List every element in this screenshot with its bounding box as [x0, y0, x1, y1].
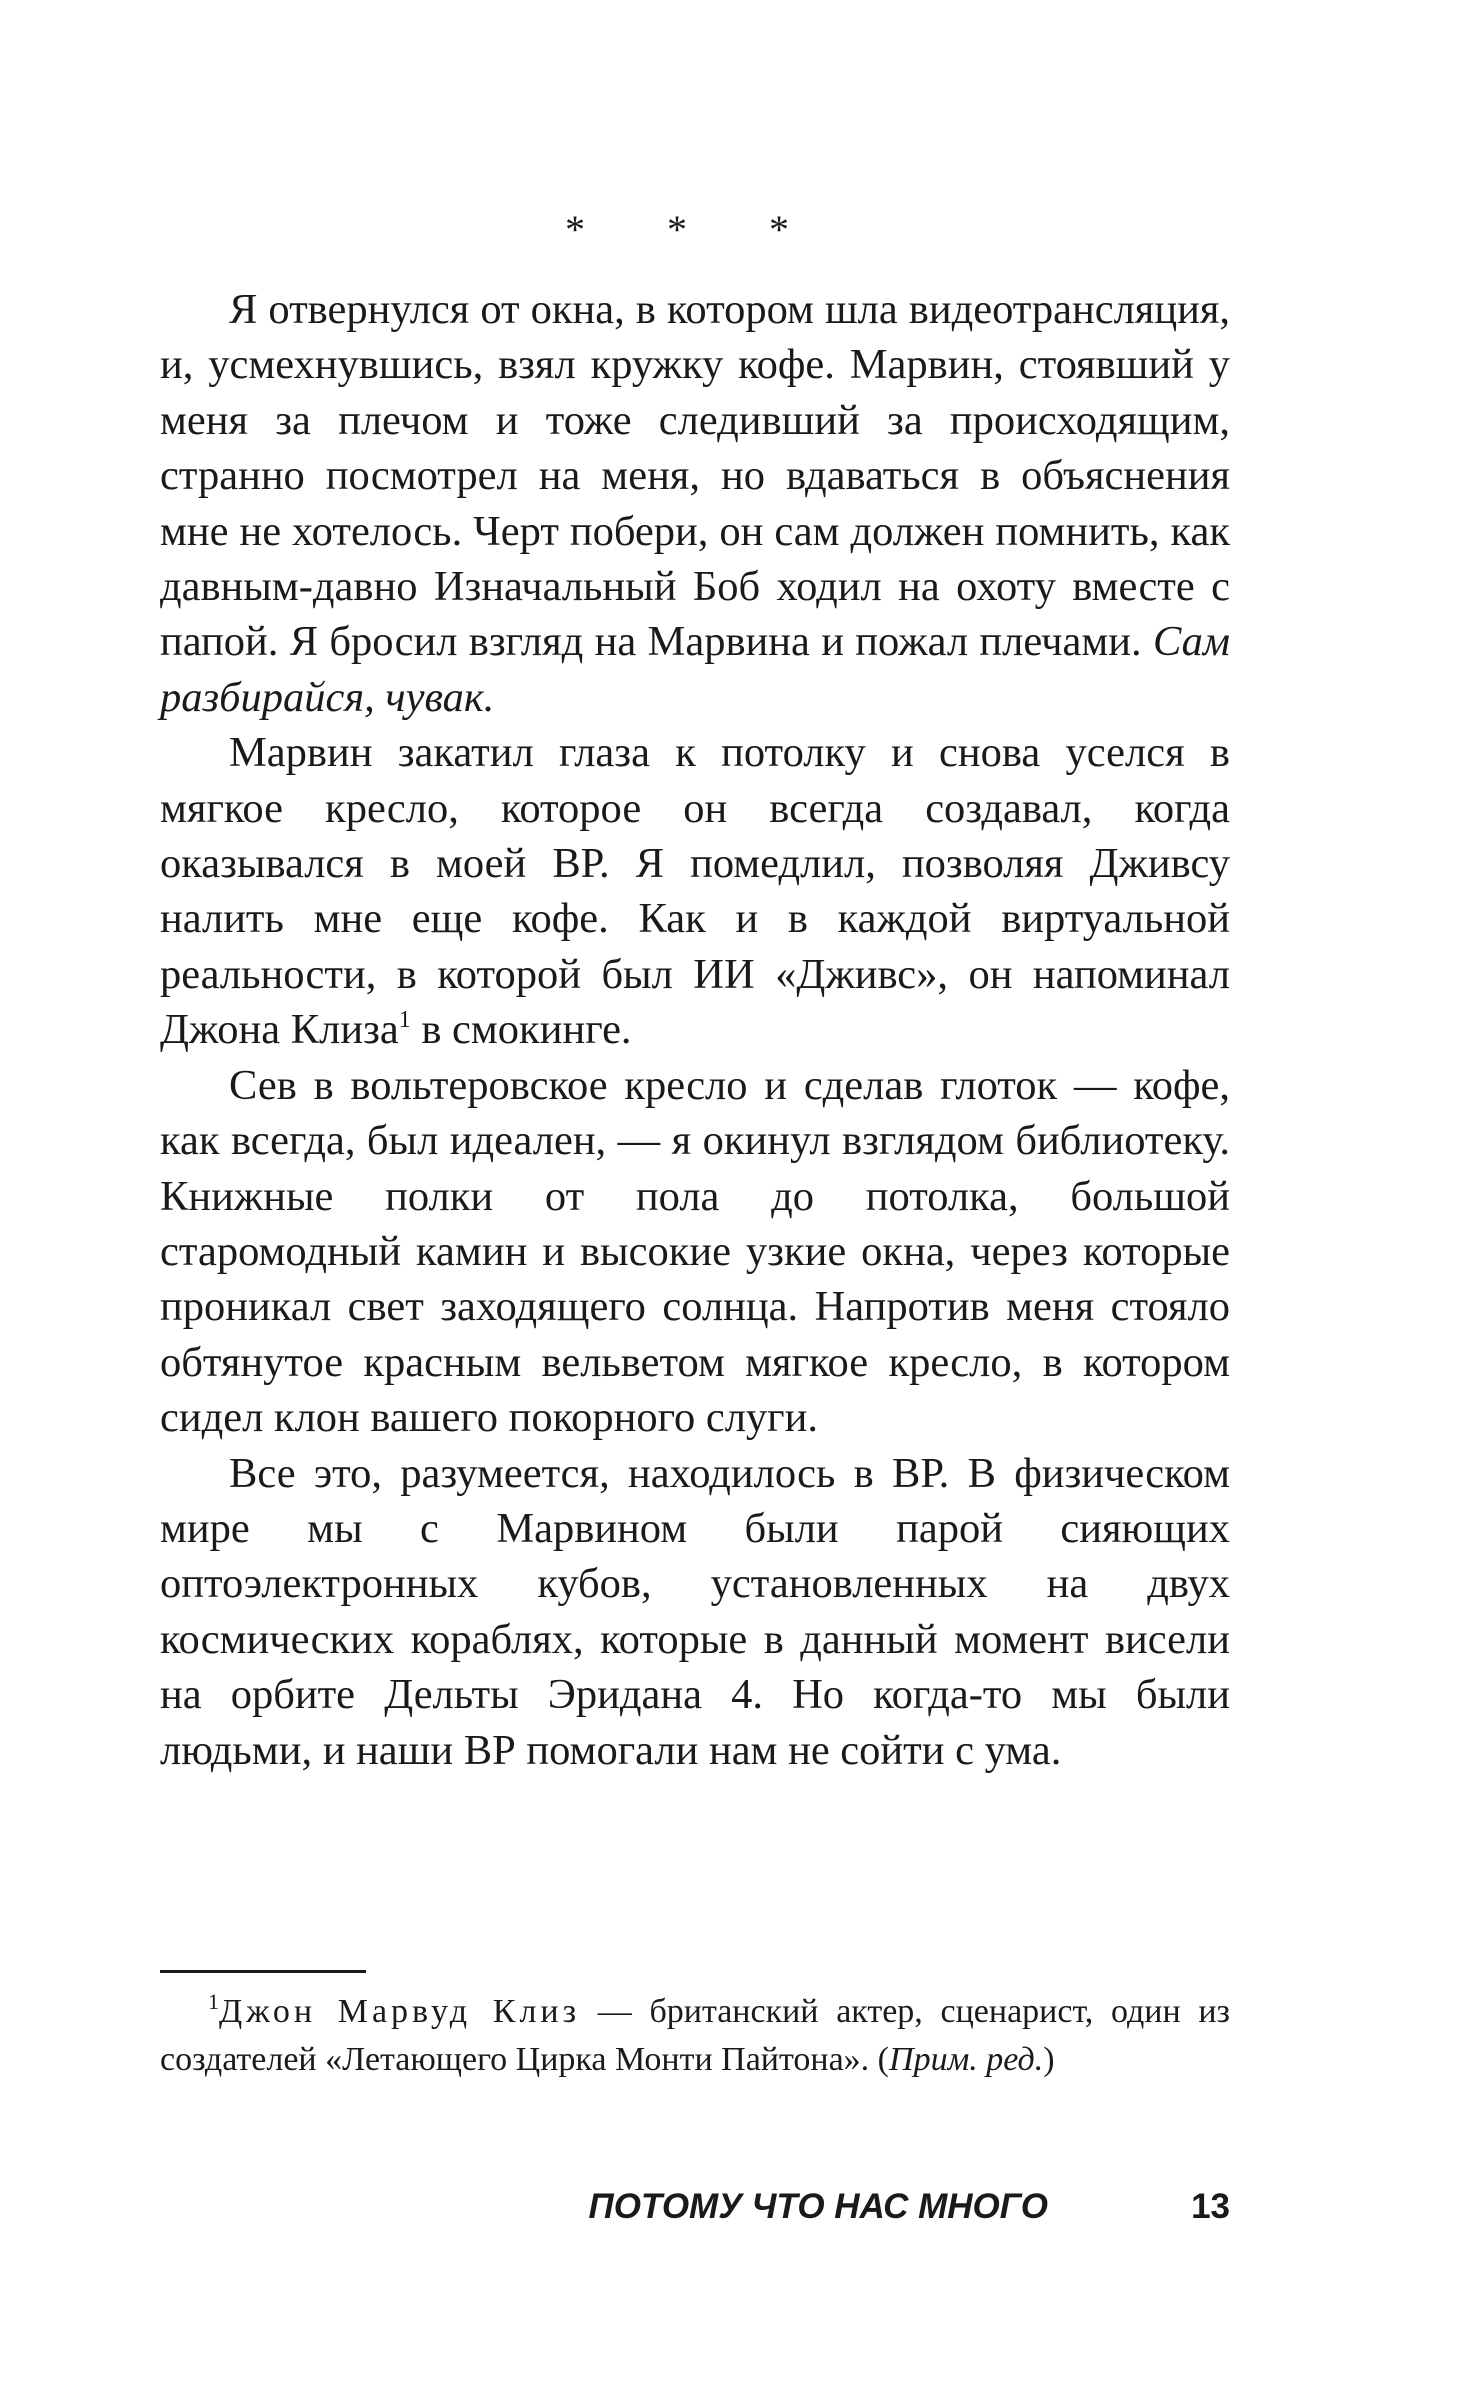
section-break: * * * — [565, 207, 825, 252]
paragraph-4 — [160, 1446, 1230, 1778]
footnote-text: — британский актер, сценарист, один из создателей «Летающего Цирка Монти Пайтона». ( — [160, 1993, 1230, 2078]
paragraph-1 — [160, 282, 1230, 725]
paragraph-2-text: Марвин закатил глаза к потолку и снова уселся в мягкое кресло, которое он всегда создавал, когда оказывался в моей ВР. Я помедлил, позволяя Дживсу налить мне еще кофе. Как и в каждой виртуальной реальности, в которой был ИИ «Дживс», он напоминал Джона Клиза — [160, 729, 1230, 1054]
paragraph-2-tail: в смокинге. — [410, 1006, 632, 1054]
paragraph-3 — [160, 1058, 1230, 1446]
footnote — [160, 1988, 1230, 2084]
footnote-ref[interactable]: 1 — [398, 1007, 411, 1034]
paragraph-1-italic: Сам разбирайся, чувак. — [160, 618, 1230, 721]
footnote-divider — [160, 1970, 366, 1973]
book-title: ПОТОМУ ЧТО НАС МНОГО — [588, 2187, 1048, 2226]
footnote-editor-note: Прим. ред. — [889, 2041, 1044, 2078]
paragraph-1-text: Я отвернулся от окна, в котором шла видеотрансляция, и, усмехнувшись, взял кружку кофе. Марвин, стоявший у меня за плечом и тоже следивший за происходящим, странно посмотрел на меня, но вдаваться в объяснения мне не хотелось. Черт побери, он сам должен помнить, как давным-давно Изначальный Боб ходил на охоту вместе с папой. Я бросил взгляд на Марвина и пожал плечами. — [160, 286, 1230, 666]
footnote-marker: 1 — [208, 1989, 219, 2014]
body-text — [160, 282, 1230, 1778]
footnote-closing: ) — [1043, 2041, 1055, 2078]
paragraph-2 — [160, 725, 1230, 1057]
paragraph-4-text: Все это, разумеется, находилось в ВР. В физическом мире мы с Марвином были парой сияющих оптоэлектронных кубов, установленных на двух космических кораблях, которые в данный момент висели на орбите Дельты Эридана 4. Но когда-то мы были людьми, и наши ВР помогали нам не сойти с ума. — [160, 1449, 1230, 1774]
footnote-name: Джон Марвуд Клиз — [219, 1993, 581, 2030]
running-footer — [160, 2182, 1230, 2232]
page-number: 13 — [1191, 2187, 1230, 2226]
paragraph-3-text: Сев в вольтеровское кресло и сделав глоток — кофе, как всегда, был идеален, — я окинул взглядом библиотеку. Книжные полки от пола до потолка, большой старомодный камин и высокие узкие окна, через которые проникал свет заходящего солнца. Напротив меня стояло обтянутое красным вельветом мягкое кресло, в котором сидел клон вашего покорного слуги. — [160, 1061, 1230, 1442]
